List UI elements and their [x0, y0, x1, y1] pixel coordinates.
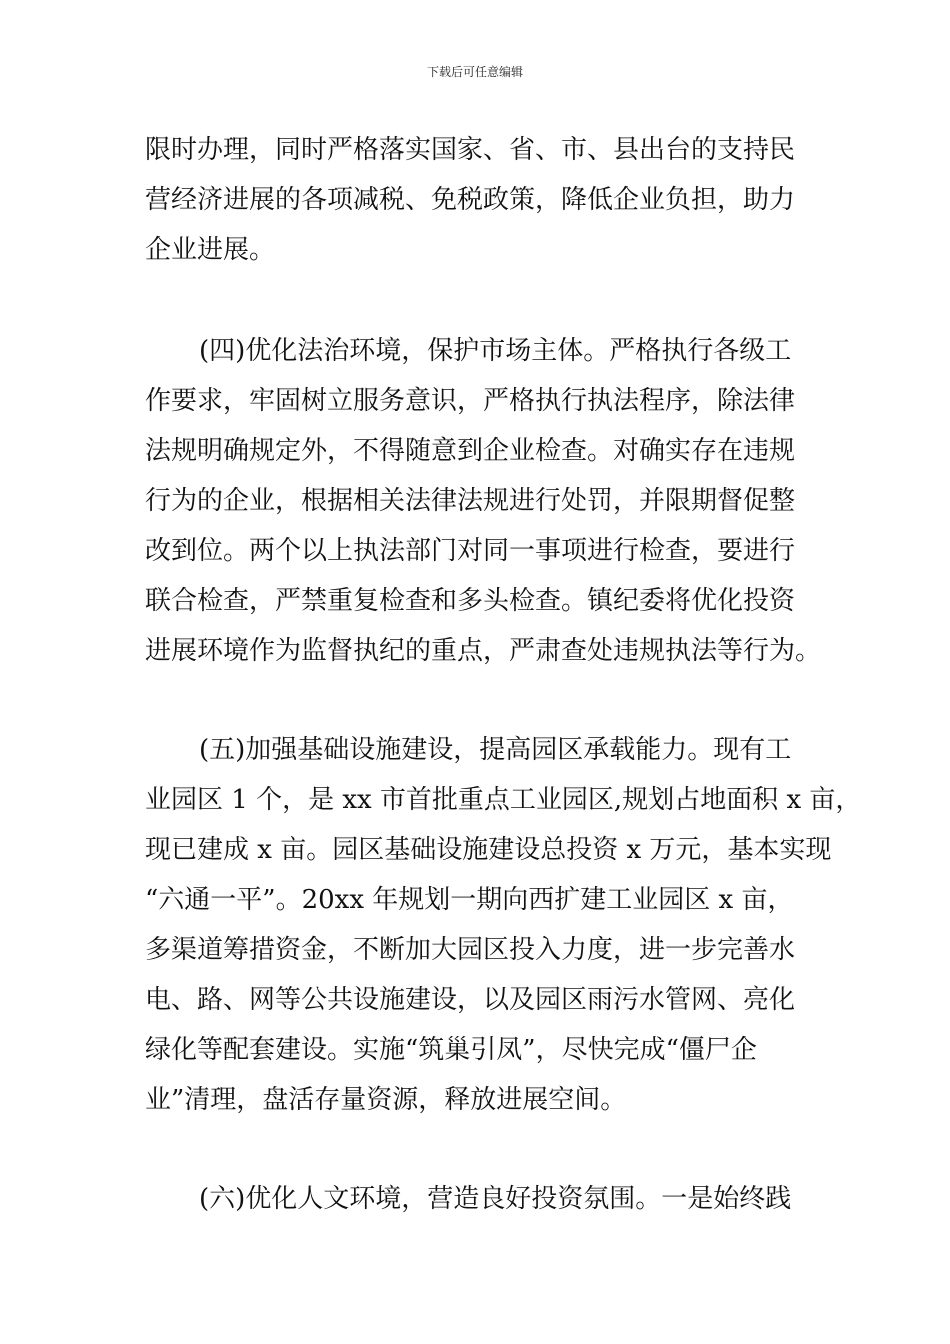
text-line: 多渠道筹措资金，不断加大园区投入力度，进一步完善水 [145, 935, 796, 965]
text-line: (六)优化人文环境，营造良好投资氛围。一是始终践 [199, 1184, 792, 1214]
text-line: 电、路、网等公共设施建设，以及园区雨污水管网、亮化 [145, 985, 796, 1015]
text-line: 营经济进展的各项减税、免税政策，降低企业负担，助力 [145, 185, 796, 215]
text-line: 业园区 1 个，是 xx 市首批重点工业园区,规划占地面积 x 亩， [145, 785, 862, 815]
text-line: 绿化等配套建设。实施“筑巢引凤”，尽快完成“僵尸企 [145, 1035, 757, 1065]
text-line: 改到位。两个以上执法部门对同一事项进行检查，要进行 [145, 536, 796, 566]
text-line: 业”清理，盘活存量资源，释放进展空间。 [145, 1085, 627, 1115]
text-line: 现已建成 x 亩。园区基础设施建设总投资 x 万元，基本实现 [145, 835, 832, 865]
text-line: 限时办理，同时严格落实国家、省、市、县出台的支持民 [145, 135, 796, 165]
text-line: (五)加强基础设施建设，提高园区承载能力。现有工 [199, 735, 792, 765]
text-line: 企业进展。 [145, 235, 276, 265]
text-line: “六通一平”。20xx 年规划一期向西扩建工业园区 x 亩， [145, 885, 794, 915]
text-line: 联合检查，严禁重复检查和多头检查。镇纪委将优化投资 [145, 586, 796, 616]
text-line: 行为的企业，根据相关法律法规进行处罚，并限期督促整 [145, 486, 796, 516]
text-line: (四)优化法治环境，保护市场主体。严格执行各级工 [199, 336, 792, 366]
page-header-note: 下载后可任意编辑 [426, 65, 523, 79]
text-line: 作要求，牢固树立服务意识，严格执行执法程序，除法律 [145, 386, 796, 416]
text-line: 法规明确规定外，不得随意到企业检查。对确实存在违规 [145, 436, 796, 466]
text-line: 进展环境作为监督执纪的重点，严肃查处违规执法等行为。 [145, 636, 822, 666]
